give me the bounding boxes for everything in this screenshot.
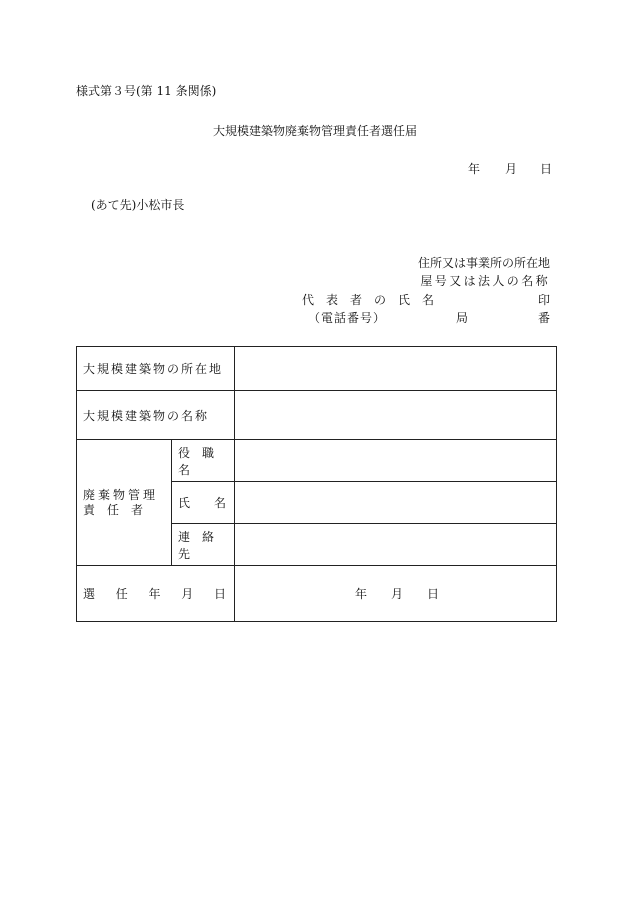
appointment-day-label: 日 bbox=[427, 587, 440, 601]
table-row bbox=[77, 347, 557, 391]
appointment-month-label: 月 bbox=[391, 587, 404, 601]
contact-field[interactable] bbox=[235, 524, 557, 566]
appointment-date-char: 月 bbox=[181, 587, 194, 601]
waste-manager-label-line2: 責 任 者 bbox=[83, 502, 144, 517]
page-title: 大規模建築物廃棄物管理責任者選任届 bbox=[212, 124, 417, 138]
business-name-label: 屋号又は法人の名称 bbox=[420, 274, 550, 288]
building-name-field[interactable] bbox=[235, 391, 557, 440]
name-field[interactable] bbox=[235, 482, 557, 524]
building-location-field[interactable] bbox=[235, 347, 557, 391]
table-row bbox=[77, 391, 557, 440]
appointment-date-label bbox=[77, 566, 235, 622]
form-number: 様式第３号(第 11 条関係) bbox=[76, 84, 217, 98]
table-row bbox=[77, 566, 557, 622]
seal-mark: 印 bbox=[538, 293, 551, 307]
contact-label: 連 絡 先 bbox=[172, 524, 235, 566]
representative-label: 代 表 者 の 氏 名 bbox=[302, 293, 435, 307]
appointment-date-char: 日 bbox=[214, 587, 227, 601]
appointment-date-field[interactable] bbox=[235, 566, 557, 622]
building-location-label: 大規模建築物の所在地 bbox=[77, 347, 235, 391]
phone-office-label: 局 bbox=[456, 311, 469, 325]
appointment-date-char: 年 bbox=[148, 587, 161, 601]
phone-number-label: 番 bbox=[538, 311, 551, 325]
table-row bbox=[77, 440, 557, 482]
addressee: (あて先)小松市長 bbox=[91, 198, 185, 212]
appointment-year-label: 年 bbox=[355, 587, 368, 601]
manager-form-table bbox=[76, 346, 557, 622]
address-label: 住所又は事業所の所在地 bbox=[417, 256, 550, 270]
waste-manager-label-line1: 廃棄物管理 bbox=[83, 487, 159, 502]
building-name-label: 大規模建築物の名称 bbox=[77, 391, 235, 440]
name-label: 氏 名 bbox=[172, 482, 235, 524]
position-field[interactable] bbox=[235, 440, 557, 482]
date-year-label: 年 bbox=[468, 162, 481, 176]
phone-label: （電話番号） bbox=[308, 311, 387, 325]
waste-manager-label bbox=[77, 440, 172, 566]
date-day-label: 日 bbox=[540, 162, 553, 176]
position-label: 役 職 名 bbox=[172, 440, 235, 482]
date-month-label: 月 bbox=[505, 162, 518, 176]
appointment-date-char: 任 bbox=[115, 587, 128, 601]
appointment-date-char: 選 bbox=[83, 587, 96, 601]
